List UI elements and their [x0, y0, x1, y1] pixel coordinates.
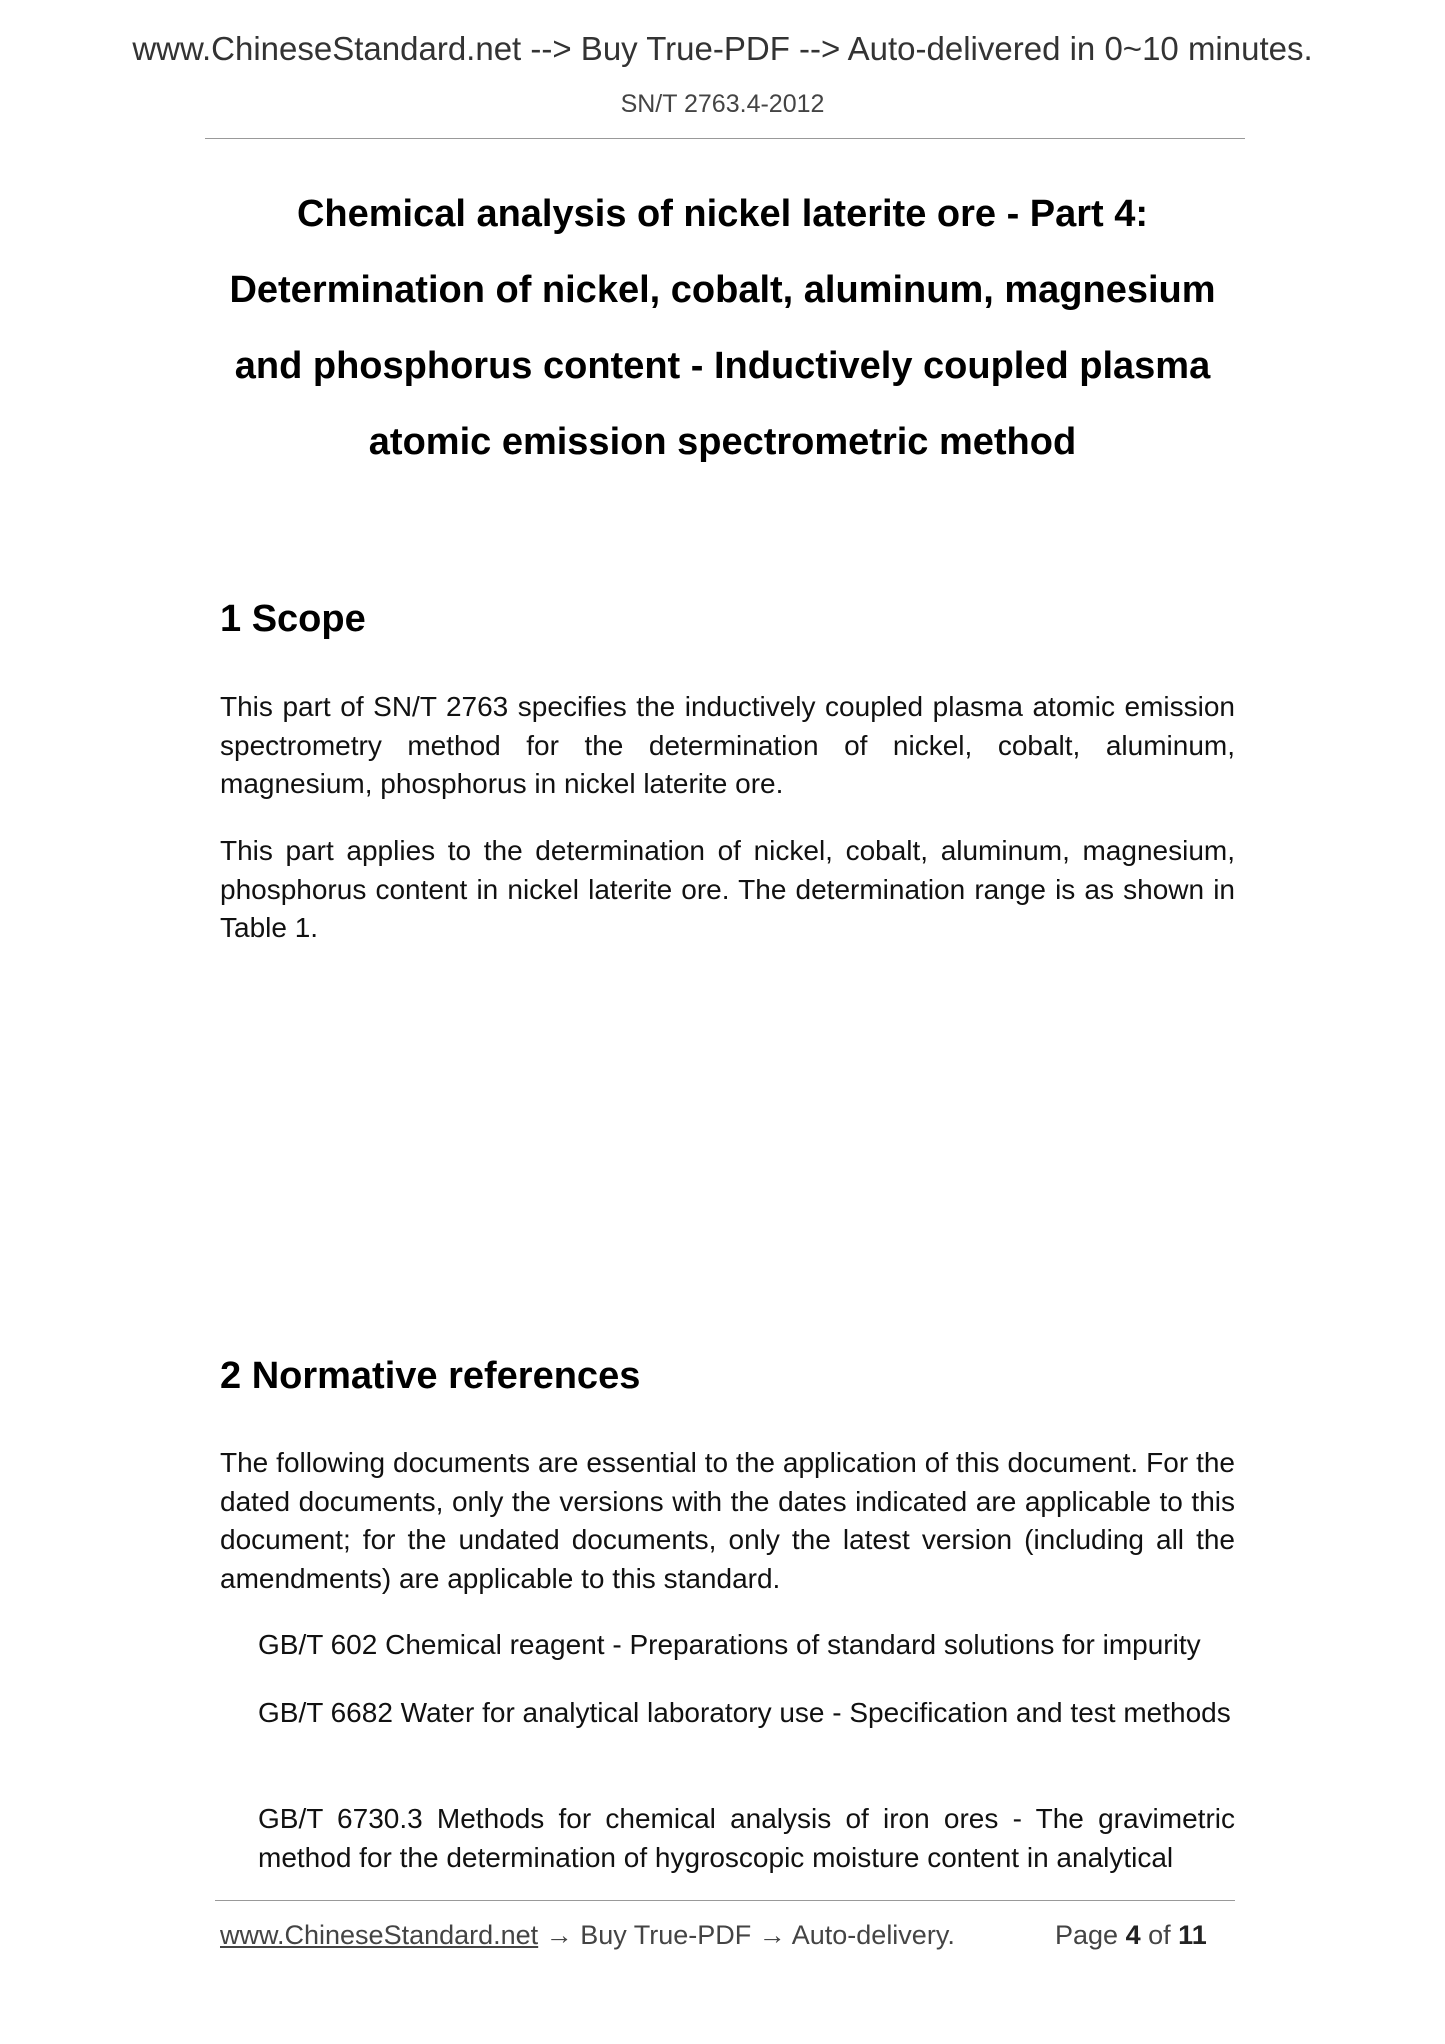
title-line: Determination of nickel, cobalt, aluminum, magnesium: [229, 269, 1216, 311]
page-total: 11: [1178, 1920, 1207, 1950]
section-heading-normative-references: 2 Normative references: [220, 1355, 641, 1397]
title-line: Chemical analysis of nickel laterite ore - Part 4:: [296, 193, 1149, 235]
header-divider: [205, 138, 1245, 139]
reference-item: GB/T 6730.3 Methods for chemical analysis of iron ores - The gravimetric method for the determination of hygroscopic moisture content in analytical: [258, 1803, 1235, 1873]
references-intro-paragraph: The following documents are essential to the application of this document. For the dated documents, only the versions with the dates indicated are applicable to this document; for the undated documents, only the latest version (including all the amendments) are applicable to this standard.: [220, 1447, 1235, 1594]
page-indicator: [1055, 1920, 1207, 1951]
document-title: [180, 176, 1265, 480]
footer-delivery-text: → Buy True-PDF → Auto-delivery.: [538, 1920, 955, 1950]
reference-item: GB/T 6682 Water for analytical laboratory use - Specification and test methods: [258, 1697, 1231, 1728]
title-line: atomic emission spectrometric method: [368, 421, 1077, 463]
footer-note: [220, 1920, 955, 1951]
footer-site-link[interactable]: www.ChineseStandard.net: [220, 1920, 539, 1950]
site-banner: www.ChineseStandard.net --> Buy True-PDF --> Auto-delivered in 0~10 minutes.: [132, 30, 1313, 67]
footer-divider: [215, 1900, 1235, 1901]
section-heading-scope: 1 Scope: [220, 598, 366, 640]
of-label: of: [1148, 1920, 1171, 1950]
page-label: Page: [1055, 1920, 1119, 1950]
page-current: 4: [1125, 1920, 1141, 1950]
scope-paragraph-1: This part of SN/T 2763 specifies the inductively coupled plasma atomic emission spectrometry method for the determination of nickel, cobalt, aluminum, magnesium, phosphorus in nickel laterite ore.: [220, 691, 1235, 799]
reference-item: GB/T 602 Chemical reagent - Preparations of standard solutions for impurity: [258, 1629, 1201, 1660]
scope-paragraph-2: This part applies to the determination of nickel, cobalt, aluminum, magnesium, phosphorus content in nickel laterite ore. The determination range is as shown in Table 1.: [220, 835, 1235, 943]
title-line: and phosphorus content - Inductively coupled plasma: [234, 345, 1211, 387]
standard-id: SN/T 2763.4-2012: [620, 90, 825, 118]
